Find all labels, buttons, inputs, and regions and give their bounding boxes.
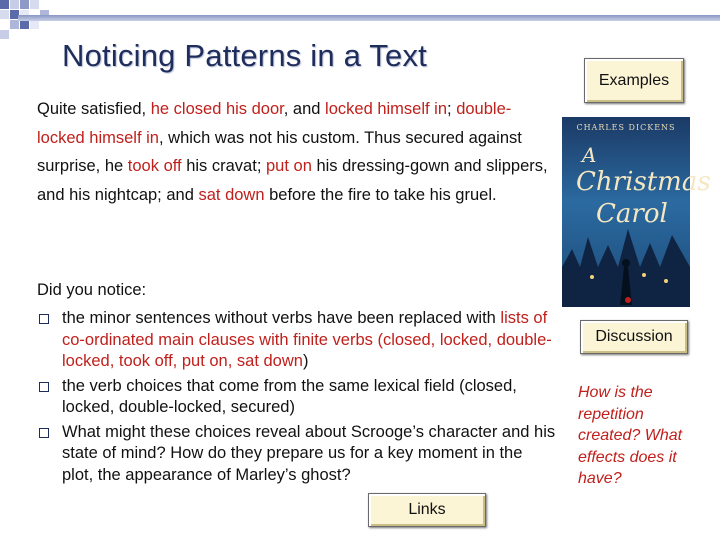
checkbox-bullet-icon — [39, 314, 49, 324]
quote-text: before the fire to take his gruel. — [264, 185, 497, 204]
quote-text: , and — [283, 100, 326, 118]
highlighted-verb-phrase: double-locked himself in — [37, 100, 512, 147]
checkbox-bullet-icon — [39, 382, 49, 392]
notice-bullet — [37, 376, 557, 419]
links-button[interactable]: Links — [368, 493, 486, 527]
book-title-line3: Carol — [596, 199, 668, 229]
quote-text: , which was not his custom. Thus secured against surprise, he — [37, 128, 522, 175]
checkbox-bullet-icon — [39, 428, 49, 438]
highlighted-verb-phrase: locked himself in — [325, 100, 448, 118]
side-question: How is the repetition created? What effects does it have? — [578, 384, 683, 487]
bullet-text: ) — [302, 352, 309, 370]
quote-text: his dressing-gown and slippers, and his nightcap; and — [37, 157, 548, 204]
book-cover-image — [562, 117, 711, 307]
book-title-line1: A — [582, 143, 597, 167]
notice-bullet — [37, 422, 557, 487]
title-rule — [18, 15, 720, 21]
quote-text: Quite satisfied, — [37, 100, 151, 118]
quote-passage — [37, 95, 557, 209]
highlighted-bullet-text: lists of co-ordinated main clauses with finite verbs (closed, locked, double-locked, took off, put on, sat down — [62, 309, 552, 370]
book-author: CHARLES DICKENS — [576, 123, 676, 132]
examples-button[interactable]: Examples — [584, 58, 684, 103]
notice-heading: Did you notice: — [37, 281, 147, 299]
highlighted-verb-phrase: sat down — [198, 185, 265, 204]
book-title-line2: Christmas — [576, 167, 711, 197]
quote-text: ; — [447, 100, 457, 118]
highlighted-verb-phrase: put on — [266, 157, 312, 175]
highlighted-verb-phrase: he closed his door — [150, 100, 284, 118]
notice-bullet — [37, 308, 557, 373]
quote-text: his cravat; — [181, 157, 266, 175]
bullet-text: What might these choices reveal about Scrooge’s character and his state of mind? How do they prepare us for a key moment in the plot, the appearance of Marley’s ghost? — [62, 422, 556, 484]
slide-title: Noticing Patterns in a Text — [62, 38, 427, 73]
highlighted-verb-phrase: took off — [127, 157, 182, 175]
discussion-button[interactable]: Discussion — [580, 320, 688, 354]
bullet-text: the verb choices that come from the same lexical field (closed, locked, double-locked, secured) — [62, 376, 517, 416]
book-illustration — [562, 117, 690, 307]
bullet-text: the minor sentences without verbs have been replaced with — [62, 309, 501, 327]
notice-bullet-list — [37, 308, 557, 489]
